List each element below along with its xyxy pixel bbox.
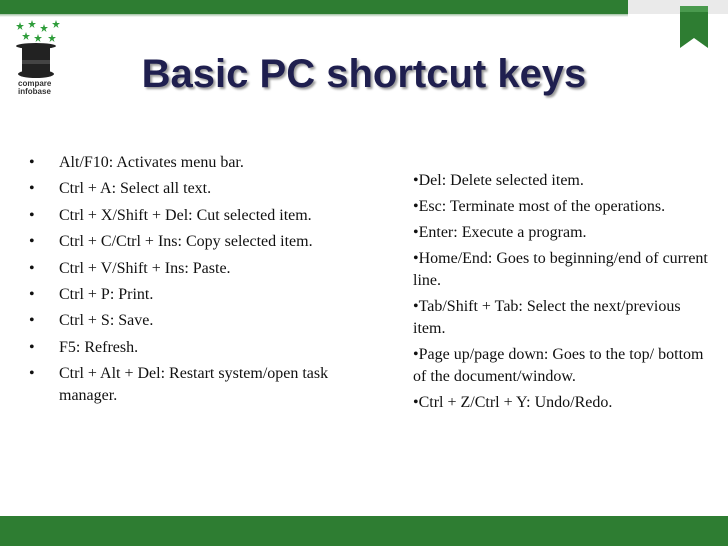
list-item: •Ctrl + Z/Ctrl + Y: Undo/Redo. [413, 394, 613, 411]
list-item: • Ctrl + S: Save. [28, 310, 368, 332]
list-item: • Ctrl + Alt + Del: Restart system/open task manager. [28, 363, 368, 407]
list-item: •Home/End: Goes to beginning/end of current line. [413, 250, 708, 289]
logo-line: infobase [18, 87, 51, 96]
bookmark-icon [678, 6, 710, 50]
top-bar-shadow [0, 14, 628, 17]
list-item: • F5: Refresh. [28, 337, 368, 359]
list-item: • Ctrl + A: Select all text. [28, 178, 368, 200]
list-item: •Del: Delete selected item. [413, 172, 584, 189]
slide-title: Basic PC shortcut keys [141, 52, 587, 96]
bottom-accent-bar [0, 516, 728, 546]
left-bullet-list [28, 152, 368, 412]
top-accent-bar [0, 0, 628, 14]
list-item: • Ctrl + P: Print. [28, 284, 368, 306]
list-item: • Ctrl + C/Ctrl + Ins: Copy selected item. [28, 231, 368, 253]
list-item: • Ctrl + X/Shift + Del: Cut selected item. [28, 205, 368, 227]
logo-line: compare [18, 79, 52, 88]
list-item: •Enter: Execute a program. [413, 224, 587, 241]
list-item: •Page up/page down: Goes to the top/ bottom of the document/window. [413, 346, 704, 385]
list-item: •Esc: Terminate most of the operations. [413, 198, 666, 215]
right-bullet-list [413, 170, 713, 418]
list-item: • Ctrl + V/Shift + Ins: Paste. [28, 258, 368, 280]
list-item: •Tab/Shift + Tab: Select the next/previous item. [413, 298, 681, 337]
list-item: • Alt/F10: Activates menu bar. [28, 152, 368, 174]
